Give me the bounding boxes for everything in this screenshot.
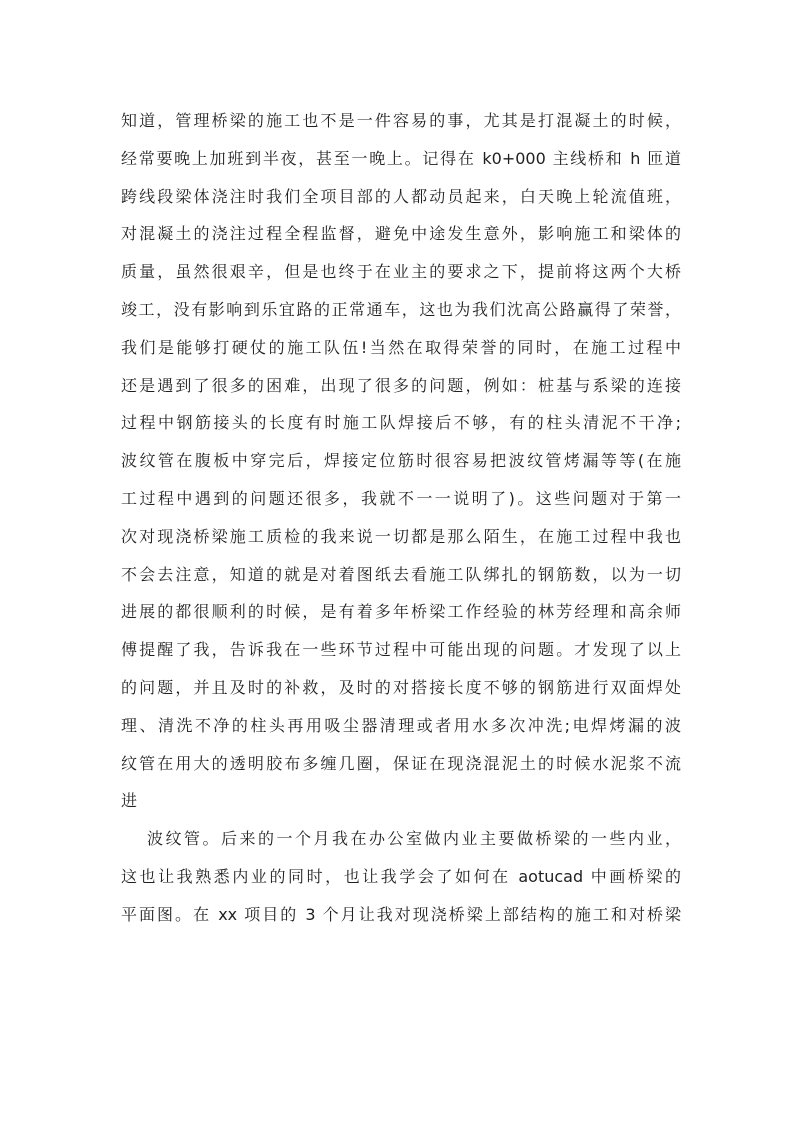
text-line: 质量，虽然很艰辛，但是也终于在业主的要求之下，提前将这两个大桥: [121, 262, 681, 282]
paragraph-1: [121, 102, 681, 820]
text-line: 跨线段梁体浇注时我们全项目部的人都动员起来，白天晚上轮流值班，: [121, 186, 681, 206]
document-body: [121, 102, 681, 934]
text-line: 波纹管。后来的一个月我在办公室做内业主要做桥梁的一些内业，: [147, 829, 681, 849]
text-line: 这也让我熟悉内业的同时，也让我学会了如何在 aotucad 中画桥梁的: [121, 866, 681, 886]
text-line: 不会去注意，知道的就是对着图纸去看施工队绑扎的钢筋数，以为一切: [121, 564, 681, 584]
text-line: 竣工，没有影响到乐宜路的正常通车，这也为我们沈高公路赢得了荣誉，: [121, 299, 681, 319]
text-line: 工过程中遇到的问题还很多，我就不一一说明了)。这些问题对于第一: [121, 488, 681, 508]
text-line: 次对现浇桥梁施工质检的我来说一切都是那么陌生，在施工过程中我也: [121, 526, 681, 546]
text-line: 过程中钢筋接头的长度有时施工队焊接后不够，有的柱头清泥不干净;: [121, 413, 681, 433]
text-line: 波纹管在腹板中穿完后，焊接定位筋时很容易把波纹管烤漏等等(在施: [121, 451, 681, 471]
text-line: 知道，管理桥梁的施工也不是一件容易的事，尤其是打混凝土的时候，: [121, 111, 681, 130]
text-line: 纹管在用大的透明胶布多缠几圈，保证在现浇混泥土的时候水泥浆不流: [121, 753, 681, 773]
text-line: 经常要晚上加班到半夜，甚至一晚上。记得在 k0+000 主线桥和 h 匝道: [121, 148, 681, 168]
text-line: 进: [121, 791, 138, 811]
text-line: 理、清洗不净的柱头再用吸尘器清理或者用水多次冲洗;电焊烤漏的波: [121, 715, 681, 735]
text-line: 平面图。在 xx 项目的 3 个月让我对现浇桥梁上部结构的施工和对桥梁: [121, 904, 681, 924]
text-line: 我们是能够打硬仗的施工队伍!当然在取得荣誉的同时，在施工过程中: [121, 337, 681, 357]
text-line: 进展的都很顺利的时候，是有着多年桥梁工作经验的林芳经理和高余师: [121, 602, 681, 622]
text-line: 还是遇到了很多的困难，出现了很多的问题，例如：桩基与系梁的连接: [121, 375, 681, 395]
text-line: 的问题，并且及时的补救，及时的对搭接长度不够的钢筋进行双面焊处: [121, 677, 681, 697]
text-line: 对混凝土的浇注过程全程监督，避免中途发生意外，影响施工和梁体的: [121, 224, 681, 244]
paragraph-2: [121, 820, 681, 933]
text-line: 傅提醒了我，告诉我在一些环节过程中可能出现的问题。才发现了以上: [121, 640, 681, 660]
